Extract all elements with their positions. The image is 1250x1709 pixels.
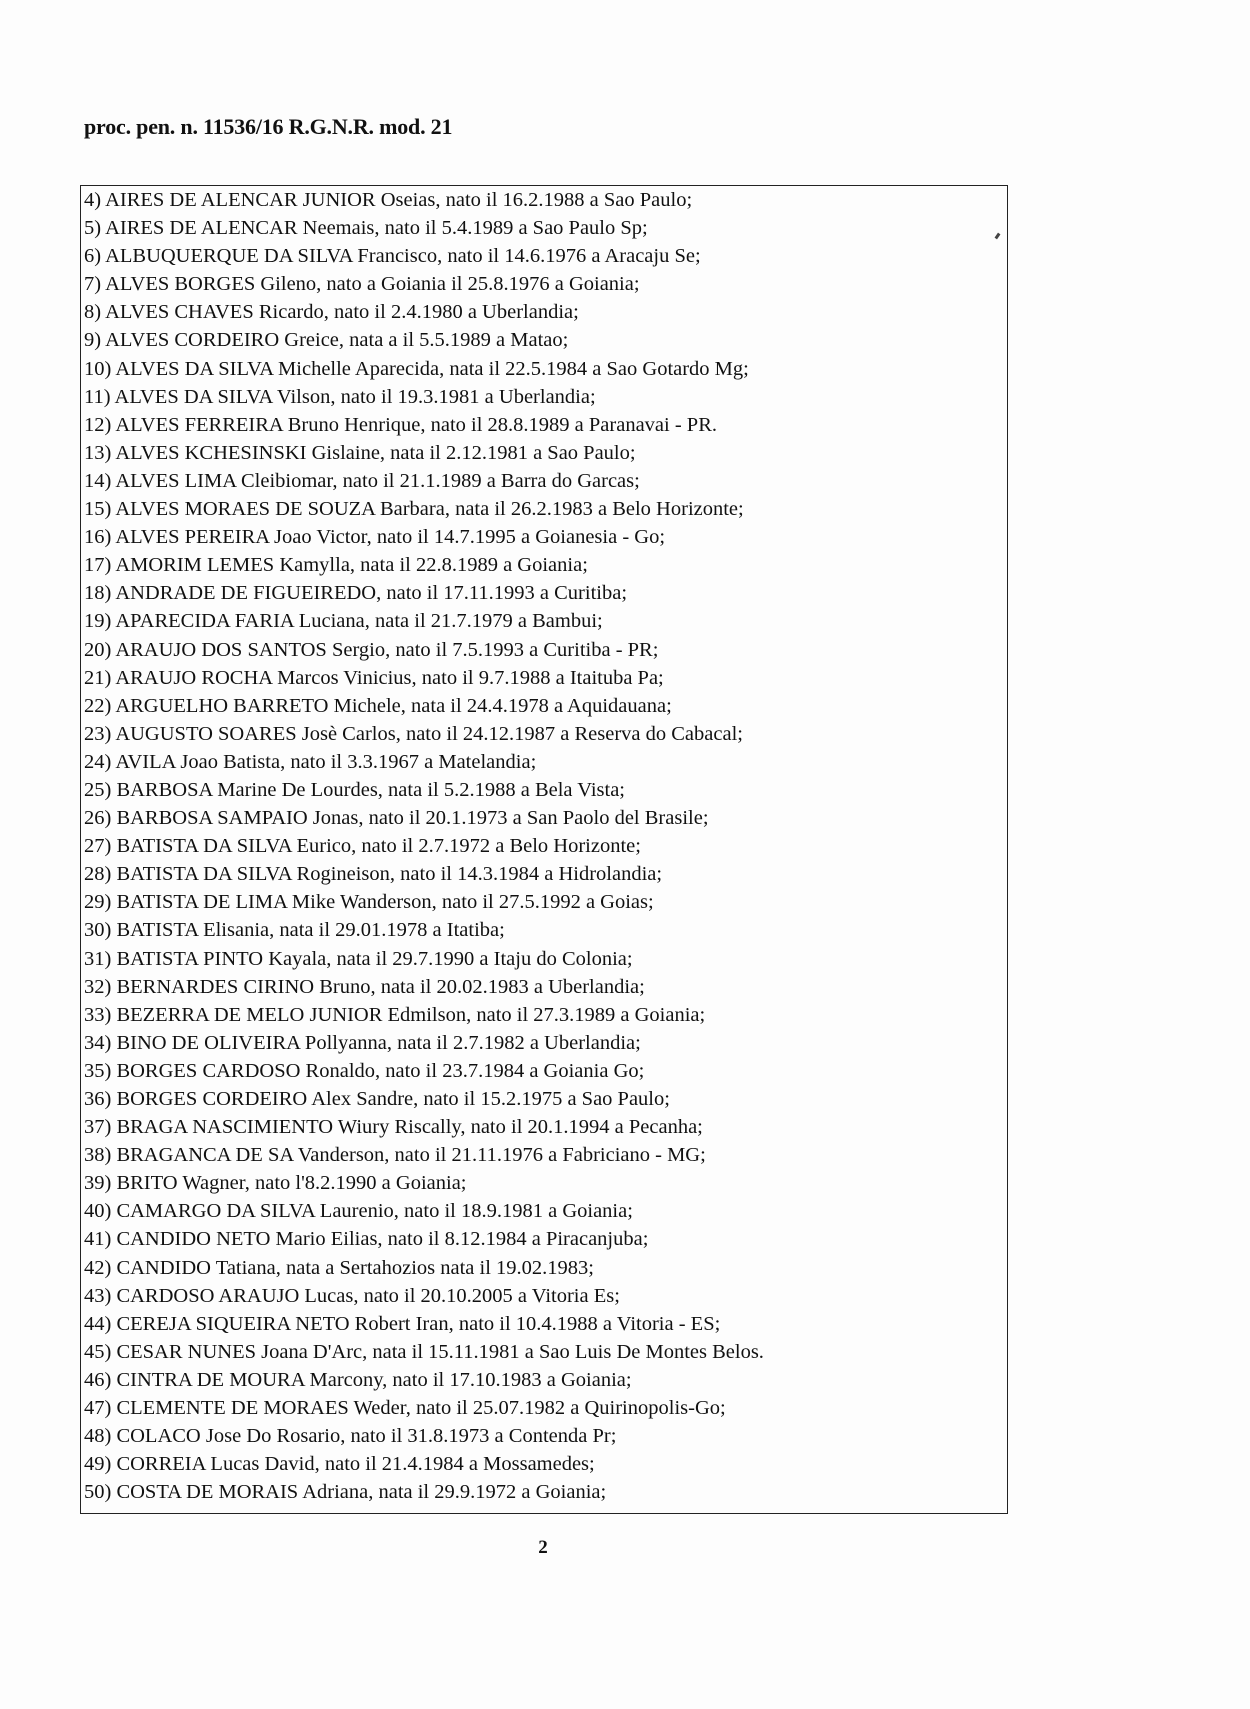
list-item: 13) ALVES KCHESINSKI Gislaine, nata il 2.12.1981 a Sao Paulo; [84,441,636,464]
list-item: 42) CANDIDO Tatiana, nata a Sertahozios nata il 19.02.1983; [84,1256,594,1279]
list-item: 37) BRAGA NASCIMIENTO Wiury Riscally, nato il 20.1.1994 a Pecanha; [84,1116,703,1139]
list-item: 5) AIRES DE ALENCAR Neemais, nato il 5.4.1989 a Sao Paulo Sp; [84,217,648,240]
list-item: 19) APARECIDA FARIA Luciana, nata il 21.7.1979 a Bambui; [84,610,603,633]
list-item: 44) CEREJA SIQUEIRA NETO Robert Iran, nato il 10.4.1988 a Vitoria - ES; [84,1312,721,1335]
list-item: 30) BATISTA Elisania, nata il 29.01.1978 a Itatiba; [84,919,505,942]
list-item: 25) BARBOSA Marine De Lourdes, nata il 5.2.1988 a Bela Vista; [84,778,625,801]
list-item: 39) BRITO Wagner, nato l'8.2.1990 a Goiania; [84,1172,467,1195]
page-header: proc. pen. n. 11536/16 R.G.N.R. mod. 21 [84,114,453,139]
list-item: 16) ALVES PEREIRA Joao Victor, nato il 14.7.1995 a Goianesia - Go; [84,526,666,549]
list-item: 15) ALVES MORAES DE SOUZA Barbara, nata il 26.2.1983 a Belo Horizonte; [84,498,744,521]
list-item: 40) CAMARGO DA SILVA Laurenio, nato il 18.9.1981 a Goiania; [84,1200,633,1223]
list-item: 43) CARDOSO ARAUJO Lucas, nato il 20.10.2005 a Vitoria Es; [84,1284,620,1307]
list-item: 41) CANDIDO NETO Mario Eilias, nato il 8.12.1984 a Piracanjuba; [84,1228,649,1251]
list-item: 36) BORGES CORDEIRO Alex Sandre, nato il 15.2.1975 a Sao Paulo; [84,1088,670,1110]
list-item: 23) AUGUSTO SOARES Josè Carlos, nato il 24.12.1987 a Reserva do Cabacal; [84,722,743,745]
list-item: 38) BRAGANCA DE SA Vanderson, nato il 21.11.1976 a Fabriciano - MG; [84,1144,706,1167]
list-item: 35) BORGES CARDOSO Ronaldo, nato il 23.7.1984 a Goiania Go; [84,1059,645,1082]
list-item: 20) ARAUJO DOS SANTOS Sergio, nato il 7.5.1993 a Curitiba - PR; [84,638,659,661]
list-item: 29) BATISTA DE LIMA Mike Wanderson, nato il 27.5.1992 a Goias; [84,891,654,914]
list-item: 45) CESAR NUNES Joana D'Arc, nata il 15.11.1981 a Sao Luis De Montes Belos. [84,1340,764,1363]
list-item: 17) AMORIM LEMES Kamylla, nata il 22.8.1989 a Goiania; [84,554,588,577]
list-item: 48) COLACO Jose Do Rosario, nato il 31.8.1973 a Contenda Pr; [84,1425,617,1448]
entries-list [84,186,1004,1506]
list-item: 46) CINTRA DE MOURA Marcony, nato il 17.10.1983 a Goiania; [84,1368,632,1391]
list-item: 11) ALVES DA SILVA Vilson, nato il 19.3.1981 a Uberlandia; [84,385,596,408]
list-item: 7) ALVES BORGES Gileno, nato a Goiania il 25.8.1976 a Goiania; [84,273,640,296]
list-item: 14) ALVES LIMA Cleibiomar, nato il 21.1.1989 a Barra do Garcas; [84,469,640,492]
list-item: 4) AIRES DE ALENCAR JUNIOR Oseias, nato il 16.2.1988 a Sao Paulo; [84,189,693,211]
list-item: 47) CLEMENTE DE MORAES Weder, nato il 25.07.1982 a Quirinopolis-Go; [84,1397,726,1420]
list-item: 24) AVILA Joao Batista, nato il 3.3.1967 a Matelandia; [84,750,537,773]
list-item: 8) ALVES CHAVES Ricardo, nato il 2.4.1980 a Uberlandia; [84,301,579,324]
list-item: 50) COSTA DE MORAIS Adriana, nata il 29.9.1972 a Goiania; [84,1481,607,1504]
list-item: 21) ARAUJO ROCHA Marcos Vinicius, nato il 9.7.1988 a Itaituba Pa; [84,666,664,689]
list-item: 12) ALVES FERREIRA Bruno Henrique, nato il 28.8.1989 a Paranavai - PR. [84,413,717,436]
list-item: 34) BINO DE OLIVEIRA Pollyanna, nata il 2.7.1982 a Uberlandia; [84,1031,641,1054]
list-item: 22) ARGUELHO BARRETO Michele, nata il 24.4.1978 a Aquidauana; [84,694,672,717]
list-item: 33) BEZERRA DE MELO JUNIOR Edmilson, nato il 27.3.1989 a Goiania; [84,1003,706,1026]
list-item: 27) BATISTA DA SILVA Eurico, nato il 2.7.1972 a Belo Horizonte; [84,835,641,858]
list-item: 26) BARBOSA SAMPAIO Jonas, nato il 20.1.1973 a San Paolo del Brasile; [84,807,709,830]
list-item: 6) ALBUQUERQUE DA SILVA Francisco, nato il 14.6.1976 a Aracaju Se; [84,245,701,268]
list-item: 28) BATISTA DA SILVA Rogineison, nato il 14.3.1984 a Hidrolandia; [84,863,663,886]
list-item: 18) ANDRADE DE FIGUEIREDO, nato il 17.11.1993 a Curitiba; [84,582,628,605]
list-item: 32) BERNARDES CIRINO Bruno, nata il 20.02.1983 a Uberlandia; [84,975,645,998]
list-item: 49) CORREIA Lucas David, nato il 21.4.1984 a Mossamedes; [84,1453,595,1476]
list-item: 10) ALVES DA SILVA Michelle Aparecida, nata il 22.5.1984 a Sao Gotardo Mg; [84,357,749,380]
list-item: 9) ALVES CORDEIRO Greice, nata a il 5.5.1989 a Matao; [84,329,569,352]
list-item: 31) BATISTA PINTO Kayala, nata il 29.7.1990 a Itaju do Colonia; [84,947,633,970]
page-number: 2 [538,1537,548,1558]
